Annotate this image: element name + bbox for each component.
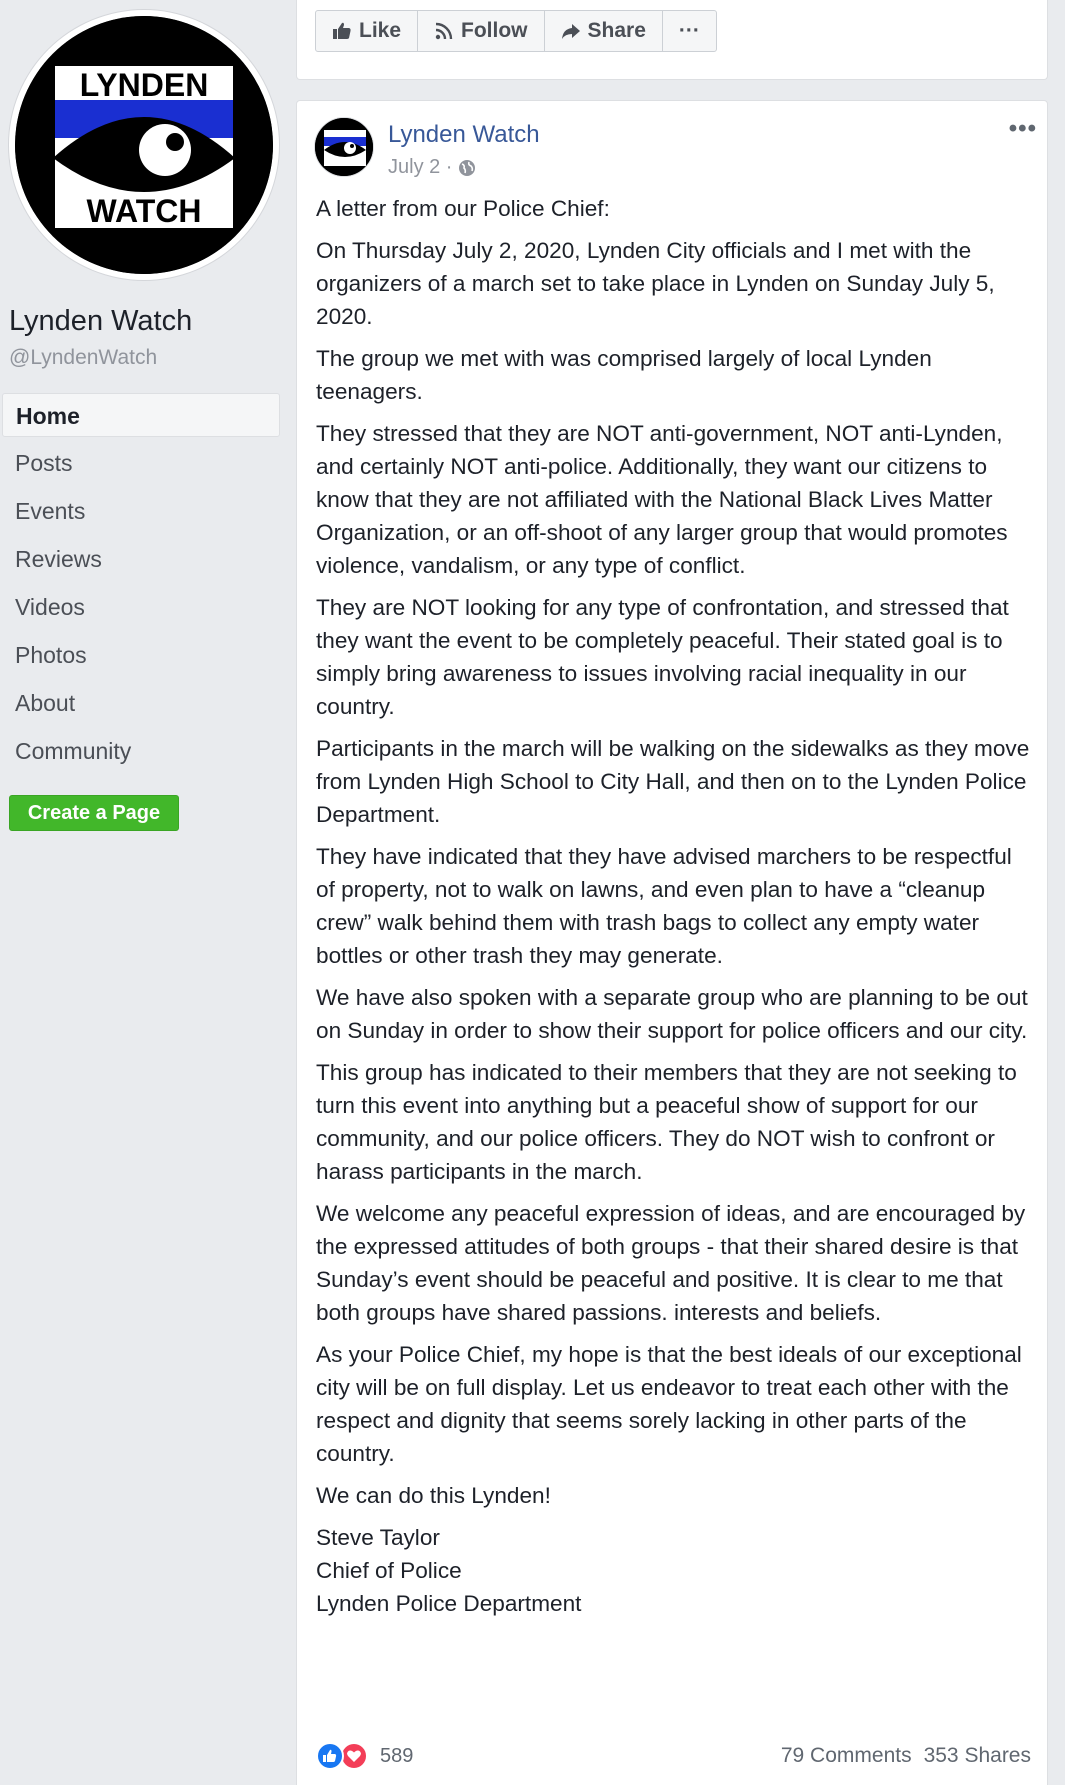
post-paragraph: We welcome any peaceful expression of ideas, and are encouraged by the expressed attitudes of both groups - that their shared desire is that Sunday’s event should be peaceful and positive. It is clear to me that both groups have shared passions. interests and beliefs. bbox=[316, 1201, 1026, 1325]
eye-logo-icon bbox=[315, 118, 374, 177]
logo-bottom-text: WATCH bbox=[86, 193, 202, 229]
post-paragraph: We can do this Lynden! bbox=[316, 1483, 551, 1508]
like-reaction-icon bbox=[316, 1742, 344, 1770]
nav-item-posts[interactable]: Posts bbox=[15, 450, 73, 476]
post-paragraph: They have indicated that they have advised marchers to be respectful of property, not to walk on lawns, and even plan to have a “cleanup crew” walk behind them with trash bags to collect any empty water bottles or other trash they may generate. bbox=[316, 844, 1012, 968]
reaction-icons bbox=[316, 1741, 374, 1771]
post-paragraph: They are NOT looking for any type of confrontation, and stressed that they want the event to be completely peaceful. Their stated goal is to simply bring awareness to issues involving racial inequality in our country. bbox=[316, 595, 1009, 719]
page-nav bbox=[2, 393, 280, 777]
nav-item-videos[interactable]: Videos bbox=[15, 594, 85, 620]
post-author-name[interactable]: Lynden Watch bbox=[388, 121, 540, 148]
signature-name: Steve Taylor bbox=[316, 1525, 440, 1550]
left-sidebar bbox=[0, 0, 285, 1785]
rss-follow-icon bbox=[434, 21, 454, 41]
thumbs-up-icon bbox=[332, 21, 352, 41]
signature-title: Chief of Police bbox=[316, 1558, 462, 1583]
post-paragraph: A letter from our Police Chief: bbox=[316, 196, 610, 221]
signature-department: Lynden Police Department bbox=[316, 1591, 582, 1616]
nav-item-about[interactable]: About bbox=[15, 690, 76, 716]
nav-item-photos[interactable]: Photos bbox=[15, 642, 87, 668]
post-date[interactable]: July 2 · bbox=[388, 156, 453, 178]
heart-icon bbox=[342, 1744, 366, 1768]
reaction-count: 589 bbox=[380, 1744, 414, 1767]
share-label: Share bbox=[587, 19, 646, 42]
comments-count-link[interactable]: 79 Comments bbox=[780, 1744, 912, 1767]
post-paragraph: As your Police Chief, my hope is that the best ideals of our exceptional city will be on full display. Let us endeavor to treat each other with the respect and dignity that seems sorely lacking in other parts of the country. bbox=[316, 1342, 1022, 1466]
like-page-button[interactable] bbox=[316, 11, 418, 51]
page-title[interactable]: Lynden Watch bbox=[9, 305, 193, 337]
more-actions-button[interactable] bbox=[663, 11, 716, 51]
share-page-button[interactable] bbox=[545, 11, 663, 51]
globe-public-icon bbox=[458, 159, 476, 177]
post-paragraph: The group we met with was comprised largely of local Lynden teenagers. bbox=[316, 346, 932, 404]
create-page-button[interactable]: Create a Page bbox=[9, 795, 179, 831]
thumbs-up-icon bbox=[318, 1744, 342, 1768]
post-options-button[interactable]: ••• bbox=[1008, 115, 1037, 142]
page-actions-card bbox=[296, 0, 1048, 80]
post-paragraph: Participants in the march will be walking on the sidewalks as they move from Lynden High School to City Hall, and then on to the Lynden Police Department. bbox=[316, 736, 1030, 827]
love-reaction-icon bbox=[340, 1742, 368, 1770]
eye-logo-icon bbox=[15, 16, 273, 274]
post-paragraph: They stressed that they are NOT anti-government, NOT anti-Lynden, and certainly NOT anti-police. Additionally, they want our citizens to know that they are not affiliated with the National Black Lives Matter Organization, or an off-shoot of any larger group that would promotes violence, vandalism, or any type of conflict. bbox=[316, 421, 1008, 578]
post-paragraph: This group has indicated to their members that they are not seeking to turn this event into anything but a peaceful show of support for our community, and our police officers. They do NOT wish to confront or harass participants in the march. bbox=[316, 1060, 1017, 1184]
nav-item-home[interactable]: Home bbox=[2, 393, 280, 437]
page-handle: @LyndenWatch bbox=[9, 346, 158, 369]
logo-top-text: LYNDEN bbox=[79, 67, 209, 103]
post-paragraph: On Thursday July 2, 2020, Lynden City officials and I met with the organizers of a march set to take place in Lynden on Sunday July 5, 2020. bbox=[316, 238, 995, 329]
post-text bbox=[316, 192, 1036, 1620]
page-profile-picture[interactable] bbox=[9, 10, 279, 280]
post-card bbox=[296, 100, 1048, 1785]
share-arrow-icon bbox=[561, 21, 581, 41]
follow-label: Follow bbox=[461, 19, 528, 42]
post-author-avatar[interactable] bbox=[314, 117, 374, 177]
post-paragraph: We have also spoken with a separate group who are planning to be out on Sunday in order to show their support for police officers and our city. bbox=[316, 985, 1028, 1043]
post-meta bbox=[388, 156, 476, 179]
more-dots-icon: ··· bbox=[678, 19, 700, 42]
page-action-buttons bbox=[315, 10, 717, 52]
post-stats bbox=[781, 1744, 1031, 1768]
lynden-watch-logo bbox=[15, 16, 273, 274]
like-label: Like bbox=[359, 19, 402, 42]
nav-item-community[interactable]: Community bbox=[15, 738, 132, 764]
shares-count-link[interactable]: 353 Shares bbox=[923, 1744, 1031, 1767]
follow-page-button[interactable] bbox=[418, 11, 545, 51]
nav-item-events[interactable]: Events bbox=[15, 498, 86, 524]
reactions-summary[interactable] bbox=[316, 1741, 413, 1771]
nav-item-reviews[interactable]: Reviews bbox=[15, 546, 102, 572]
